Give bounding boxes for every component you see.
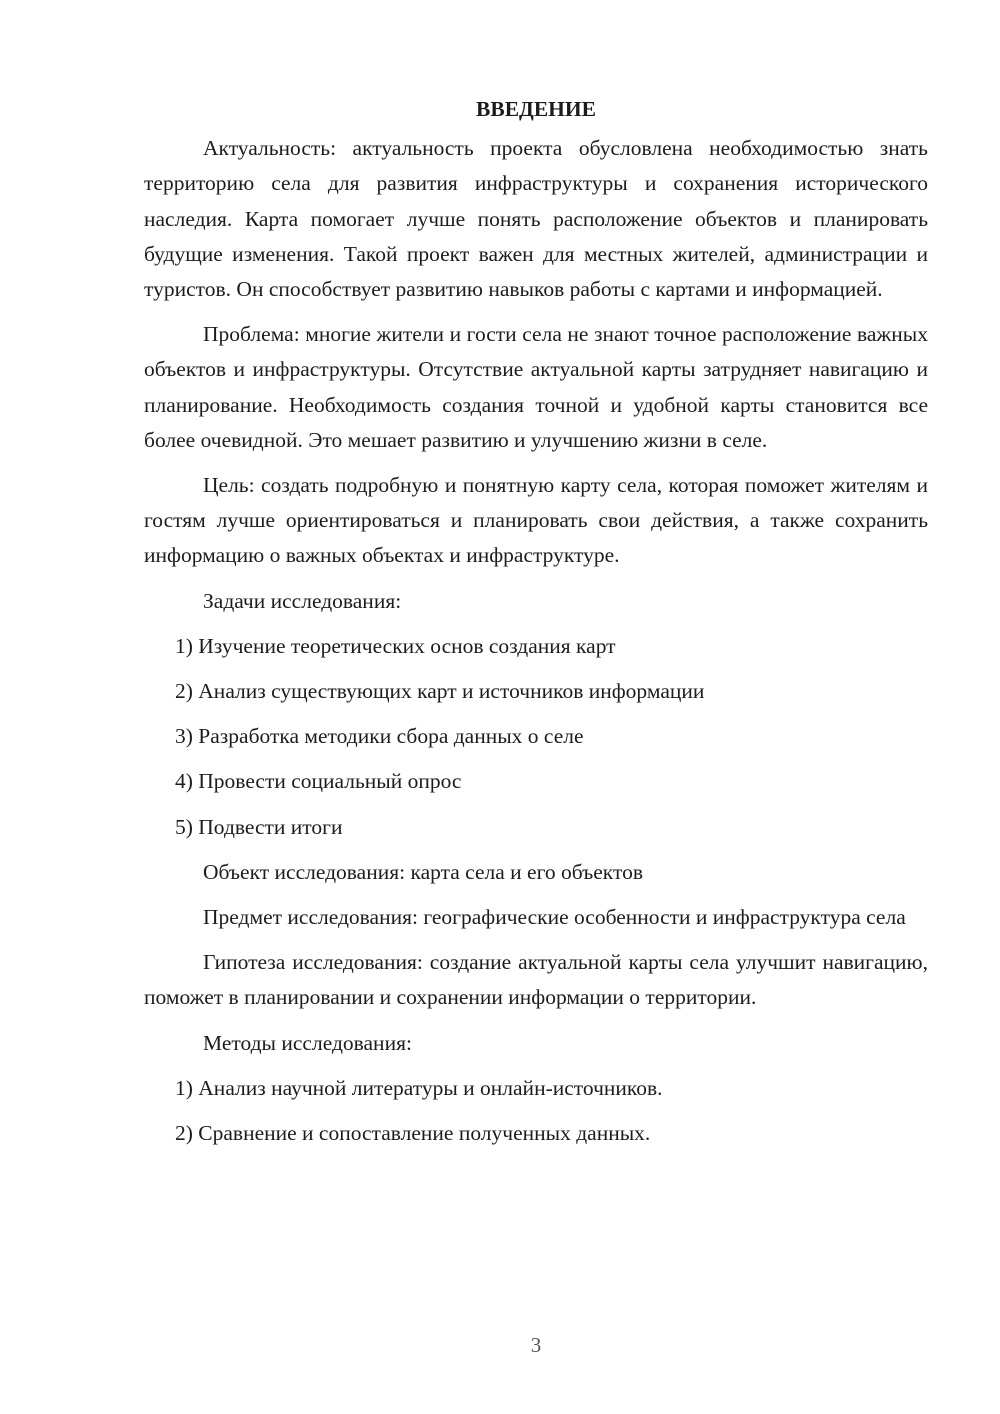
task-item: 2) Анализ существующих карт и источников информации [175,679,705,704]
task-item: 1) Изучение теоретических основ создания карт [175,633,616,658]
problem-paragraph: Проблема: многие жители и гости села не знают точное расположение важных объектов и инфраструктуры. Отсутствие актуальной карты затрудняет навигацию и планирование. Необходимость создания точной и удобной карты становится все более очевидной. Это мешает развитию и улучшению жизни в селе. [144,322,928,452]
task-item: 3) Разработка методики сбора данных о селе [175,724,584,749]
method-item: 1) Анализ научной литературы и онлайн-источников. [175,1075,663,1100]
subject-paragraph: Предмет исследования: географические особенности и инфраструктура села [203,905,906,930]
method-item: 2) Сравнение и сопоставление полученных данных. [175,1121,651,1146]
task-item: 4) Провести социальный опрос [175,769,462,794]
goal-paragraph: Цель: создать подробную и понятную карту села, которая поможет жителям и гостям лучше ориентироваться и планировать свои действия, а также сохранить информацию о важных объектах и инфраструктуре. [144,473,928,568]
section-title: ВВЕДЕНИЕ [476,97,596,121]
tasks-heading: Задачи исследования: [203,588,402,613]
page-number: 3 [530,1333,542,1357]
object-line: Объект исследования: карта села и его объектов [203,859,643,884]
relevance-paragraph: Актуальность: актуальность проекта обусловлена необходимостью знать территорию села для развития инфраструктуры и сохранения исторического наследия. Карта помогает лучше понять расположение объектов и планировать будущие изменения. Такой проект важен для местных жителей, администрации и туристов. Он способствует развитию навыков работы с картами и информацией. [144,136,928,302]
page-content [144,92,928,1161]
hypothesis-paragraph: Гипотеза исследования: создание актуальной карты села улучшит навигацию, поможет в планировании и сохранении информации о территории. [144,950,928,1010]
task-item: 5) Подвести итоги [175,814,343,839]
methods-heading: Методы исследования: [203,1030,412,1055]
